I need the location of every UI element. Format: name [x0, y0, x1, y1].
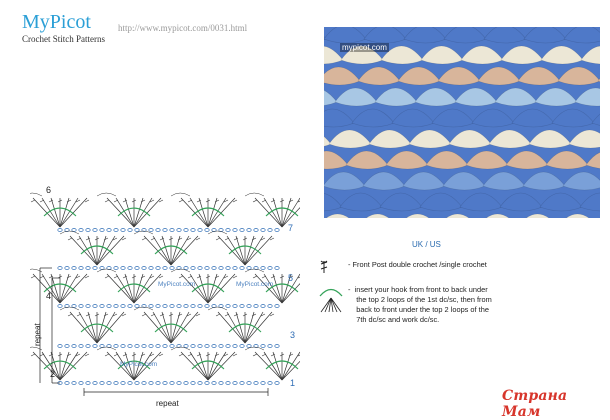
subtitle: Crochet Stitch Patterns	[22, 34, 105, 44]
legend-text-shell: - insert your hook from front to back under the top 2 loops of the 1st dc/sc, then from back to front under the top 2 loops of the 7th dc/sc and work dc/sc.	[348, 285, 492, 324]
repeat-label-side: repeat	[33, 323, 42, 346]
shell-icon	[318, 285, 348, 325]
row-number-4: 4	[46, 291, 52, 301]
photo-watermark: mypicot.com	[342, 43, 387, 52]
chart-watermark-2: MyPicot.com	[236, 281, 274, 288]
chart-watermark-1: MyPicot.com	[158, 281, 196, 288]
fpdc-icon	[318, 260, 348, 279]
stitch-chart	[30, 178, 300, 415]
row-number-7: 7	[288, 223, 294, 233]
row-number-6: 6	[46, 185, 52, 195]
site-watermark: Страна Мам	[502, 388, 568, 420]
row-number-2: 2	[50, 369, 56, 379]
page-header	[22, 11, 248, 44]
repeat-label-bottom: repeat	[156, 399, 179, 408]
legend-item-shell	[318, 285, 492, 325]
source-url[interactable]: http://www.mypicot.com/0031.html	[118, 23, 248, 33]
chart-svg	[30, 178, 300, 410]
legend-item-fpdc	[318, 260, 487, 279]
swatch-photo	[324, 27, 600, 218]
swatch-image	[324, 27, 600, 218]
row-number-3: 3	[290, 330, 296, 340]
legend-text-fpdc: - Front Post double crochet /single crochet	[348, 260, 487, 269]
row-number-1: 1	[290, 378, 296, 388]
brand-title: MyPicot	[22, 11, 91, 33]
legend-title: UK / US	[412, 240, 441, 249]
chart-watermark-3: MyPicot.com	[120, 361, 158, 368]
row-number-5: 5	[288, 273, 294, 283]
